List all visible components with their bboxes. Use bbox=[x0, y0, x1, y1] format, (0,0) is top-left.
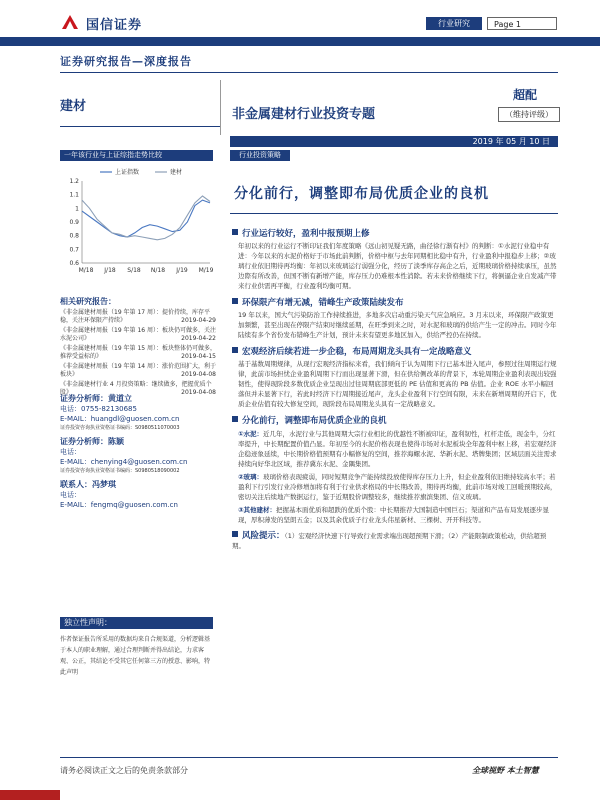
divider bbox=[60, 72, 558, 73]
y-tick-label: 0.7 bbox=[69, 246, 79, 254]
sector-item bbox=[238, 429, 558, 469]
contact-email-line bbox=[60, 500, 220, 510]
main-tag: 行业投资策略 bbox=[230, 150, 290, 161]
contact-name: 冯梦琪 bbox=[92, 480, 116, 489]
company-logo-icon bbox=[60, 13, 80, 31]
sector-item bbox=[238, 505, 558, 525]
trend-chart bbox=[60, 163, 215, 281]
related-item bbox=[60, 345, 216, 361]
related-reports bbox=[60, 296, 216, 397]
related-date: 2019-04-08 bbox=[181, 371, 216, 378]
phone-label: 电话： bbox=[60, 405, 81, 413]
series-line bbox=[82, 200, 210, 237]
contact-phone-line bbox=[60, 447, 220, 457]
header-bar bbox=[0, 37, 600, 46]
contact-name: 陈颖 bbox=[108, 437, 124, 446]
section-heading bbox=[232, 414, 558, 426]
sector-label: ②玻璃： bbox=[238, 473, 264, 481]
risk-heading-text: 风险提示： bbox=[242, 531, 285, 541]
section-heading-text: 环保限产有增无减，错峰生产政策陆续发布 bbox=[242, 298, 404, 308]
industry-name: 建材 bbox=[60, 99, 87, 114]
divider bbox=[220, 80, 221, 135]
related-date: 2019-04-15 bbox=[181, 353, 216, 360]
y-tick-label: 1 bbox=[75, 205, 79, 213]
related-item bbox=[60, 327, 216, 343]
contact-name: 黄道立 bbox=[108, 394, 132, 403]
section-heading bbox=[232, 227, 558, 239]
y-tick-label: 1.1 bbox=[69, 191, 79, 199]
divider bbox=[60, 126, 220, 127]
y-tick-label: 0.6 bbox=[69, 260, 79, 267]
related-item bbox=[60, 363, 216, 379]
company-logo-text: 国信证券 bbox=[86, 18, 143, 33]
sector-label: ③其他建材： bbox=[238, 506, 277, 514]
related-text: 《非金属建材周报（19 年第 15 周）：板块整体仍可做多，推荐受益标的》 bbox=[60, 345, 216, 360]
rating-subtitle: （维持评级） bbox=[498, 107, 560, 122]
report-tag: 行业研究 bbox=[426, 17, 482, 30]
section-body: 基于基数周期规律，从现行宏观经济指标来看，我们倾向于认为周期下行已基本进入尾声，参照过往周期运行规律，此前市场担忧企业盈利周期下行而出现显著下滑，但在供给侧改革的背景下，本轮周期企业盈利表现出较强韧性，使得现阶段多数优质企业呈现出过往周期底部更低的 PE 估值和更高的 PB 估值。企业 ROE 水平小幅回落但并未显著下行，若此时经济下行周期接近尾声，龙头企业盈利下行空间有限，未来在新增周期的开启下，优质企业估值有较大修复空间，现阶段布局周期龙头具有一定战略意义。 bbox=[238, 360, 557, 408]
bullet-icon bbox=[232, 229, 238, 235]
contact-email-line bbox=[60, 457, 220, 467]
sector-body: 近几年，水泥行业与其他周期大宗行业相比的优越性不断被印证，盈利韧性，杠杆走低，现金牛，分红率提升，中长期配置价值凸显。年初至今的水泥价格表现也使得市场对水泥板块全年盈利中枢上移，若宏观经济企稳迹象延续，中长期价格值预期有小幅修复的空间，推荐海螺水泥、华新水泥、塔牌集团；区域层面关注需求持续向好华北区域，推荐冀东水泥、金隅集团。 bbox=[238, 430, 557, 468]
x-tick-label: N/18 bbox=[150, 267, 166, 274]
main-title: 分化前行，调整即布局优质企业的良机 bbox=[234, 186, 489, 202]
related-date: 2019-04-29 bbox=[181, 317, 216, 324]
section-body: 19 年以来，国大气污染防治工作持续推进，多地多次启动重污染天气应急响应。3 月末以来，环保限产政策更加频繁，甚至出现在停限产结束时继续延期，在旺季到来之时，对水泥和玻璃的供给产生一定的冲击。同时今年陆续有多个省份发布错峰生产计划，预计未来有望更多地区加入，供给严控仍在持续。 bbox=[238, 311, 557, 339]
related-text: 《非金属建材行业 4 月投资策略：继续做多，把握优质个股》 bbox=[60, 381, 212, 396]
footer-disclaimer: 请务必阅读正文之后的免责条款部分 bbox=[60, 766, 188, 775]
email-link[interactable]: chenying4@guosen.com.cn bbox=[90, 458, 188, 466]
bullet-icon bbox=[232, 416, 238, 422]
related-text: 《非金属建材周报（19 年第 17 周）：提价持续，库存平稳，关注环保限产持续》 bbox=[60, 309, 210, 324]
x-tick-label: M/18 bbox=[78, 267, 94, 274]
related-text: 《非金属建材周报（19 年第 16 周）：板块仍可做多，关注水泥公司》 bbox=[60, 327, 216, 342]
contact-role: 证券分析师： bbox=[60, 437, 108, 446]
contact-block bbox=[60, 436, 220, 474]
related-text: 《非金属建材周报（19 年第 14 周）：涨价范围扩大，利于板块》 bbox=[60, 363, 216, 378]
chart-title: 一年该行业与上证综指走势比较 bbox=[60, 150, 213, 161]
series-line bbox=[82, 196, 210, 240]
email-link[interactable]: huangdl@guosen.com.cn bbox=[90, 415, 180, 423]
x-tick-label: M/19 bbox=[198, 267, 214, 274]
section-heading bbox=[232, 345, 558, 357]
contact-email-line bbox=[60, 414, 220, 424]
section-heading-text: 分化前行，调整即布局优质企业的良机 bbox=[242, 416, 387, 426]
section-heading bbox=[232, 296, 558, 308]
contact-role-line bbox=[60, 436, 220, 447]
sector-label: ①水泥： bbox=[238, 430, 264, 438]
risk-heading bbox=[232, 529, 558, 551]
contact-block bbox=[60, 479, 220, 510]
sector-body: 把握基本面优质和超跌的优质个股：中长期推荐大国制造中国巨石；渠道和产品布局发展逐步显现，厚积薄发的坚朗五金；以及其余优质子行业龙头伟星新材、三棵树、开开科技等。 bbox=[238, 506, 550, 524]
email-label: E-MAIL： bbox=[60, 501, 91, 509]
email-label: E-MAIL： bbox=[60, 415, 91, 423]
phone-value: 0755-82130685 bbox=[81, 405, 137, 413]
report-subject: 非金属建材行业投资专题 bbox=[232, 107, 376, 122]
section-heading-text: 宏观经济后续若进一步企稳，布局周期龙头具有一定战略意义 bbox=[242, 347, 472, 357]
rating: 超配 bbox=[513, 88, 538, 102]
bottom-stub bbox=[0, 790, 60, 800]
main-body bbox=[232, 222, 558, 551]
bullet-icon bbox=[232, 298, 238, 304]
y-tick-label: 1.2 bbox=[69, 178, 79, 185]
contact-role: 证券分析师： bbox=[60, 394, 108, 403]
legend-label: 上证指数 bbox=[115, 169, 140, 176]
legend-label: 建材 bbox=[170, 169, 183, 176]
bullet-icon bbox=[232, 531, 238, 537]
contact-role-line bbox=[60, 393, 220, 404]
contact-cert: 证券投资咨询执业资格证书编码：S0980511070003 bbox=[60, 425, 180, 431]
x-tick-label: S/18 bbox=[127, 267, 141, 274]
phone-label: 电话： bbox=[60, 448, 81, 456]
risk-body: （1）宏观经济快速下行导致行业需求端出现超预期下滑；（2）产能限制政策松动，供给超预期。 bbox=[232, 532, 547, 550]
contacts bbox=[60, 393, 220, 515]
related-date: 2019-04-08 bbox=[181, 389, 216, 396]
related-title: 相关研究报告： bbox=[60, 297, 116, 306]
phone-label: 电话： bbox=[60, 491, 81, 499]
sector-item bbox=[238, 472, 558, 502]
related-item bbox=[60, 309, 216, 325]
contact-role-line bbox=[60, 479, 220, 490]
contact-block bbox=[60, 393, 220, 431]
y-tick-label: 0.9 bbox=[69, 219, 79, 226]
y-tick-label: 0.8 bbox=[69, 232, 79, 240]
independence-title: 独立性声明： bbox=[60, 617, 213, 629]
section-body: 年初以来的行业运行不断印证我们年度策略《远山初见疑无路，曲径徐行渐有村》的判断：①水泥行业稳中有进：今年以来的水泥价格好于市场此前判断，价格中枢与去年同期相比稳中有升，行业盈利中报稳步上移；②玻璃行业依旧期待再均衡：年初以来玻璃运行弱强分化，经历了淡季库存高企之后，近期玻璃价格持续承压，虽然边際有所改善，但国不断有新增产能，库存压力仍难根本性消除。若未来价格继续下行，将倒逼企业自发减产带来行业供需再平衡，行业盈利均衡可期。 bbox=[238, 242, 557, 290]
contact-phone-line bbox=[60, 404, 220, 414]
sector-body: 玻璃价格表现疲弱，同时短期竞争产能持续投放使得库存压力上升，但企业盈利依旧维持较高水平；若盈利下行引发行业冷修增加将有利于行业供求格局的中长期改善，期待再均衡，此前市场对竣工回暖预期较高，密切关注后续地产数据运行，鉴于近期股价调整较多，继续推荐旗滨集团、信义玻璃。 bbox=[238, 473, 557, 501]
email-link[interactable]: fengmq@guosen.com.cn bbox=[90, 501, 178, 509]
section-heading-text: 行业运行较好，盈利中报预期上修 bbox=[242, 229, 370, 239]
contact-cert: 证券投资咨询执业资格证书编码：S0980518090002 bbox=[60, 468, 180, 474]
contact-phone-line bbox=[60, 490, 220, 500]
independence-text: 作者保证报告所采用的数据均来自合规渠道，分析逻辑基于本人的职业理解，通过合理判断并得出结论，力求客观、公正，其结论不受其它任何第三方的授意、影响，特此声明 bbox=[60, 636, 211, 676]
x-tick-label: J/18 bbox=[104, 267, 116, 274]
report-type: 证券研究报告—深度报告 bbox=[60, 55, 192, 68]
email-label: E-MAIL： bbox=[60, 458, 91, 466]
divider bbox=[230, 213, 558, 214]
page-number: Page 1 bbox=[487, 17, 557, 30]
x-tick-label: J/19 bbox=[176, 267, 188, 274]
footer-divider bbox=[60, 757, 558, 758]
related-date: 2019-04-22 bbox=[181, 335, 216, 342]
contact-role: 联系人： bbox=[60, 480, 92, 489]
footer-slogan: 全球视野 本土智慧 bbox=[472, 766, 539, 775]
bullet-icon bbox=[232, 347, 238, 353]
report-date: 2019 年 05 月 10 日 bbox=[230, 136, 558, 147]
